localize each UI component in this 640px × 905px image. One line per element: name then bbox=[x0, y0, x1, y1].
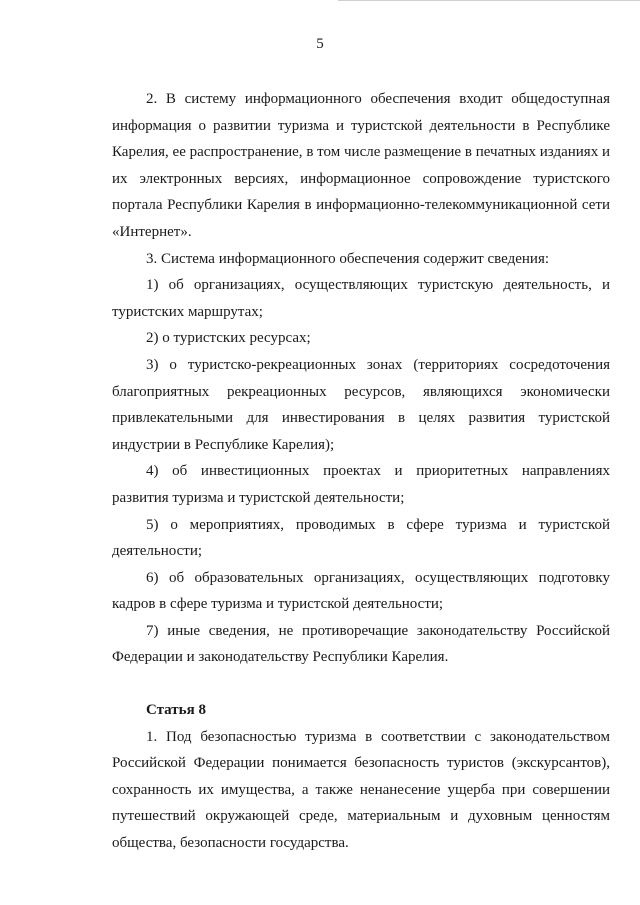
list-item-education: 6) об образовательных организациях, осуществляющих подготовку кадров в сфере туризма и туристской деятельности; bbox=[112, 569, 610, 613]
document-body bbox=[112, 86, 610, 857]
section-gap bbox=[112, 671, 610, 697]
paragraph-system-contents: 3. Система информационного обеспечения содержит сведения: bbox=[146, 250, 550, 267]
list-item-events: 5) о мероприятиях, проводимых в сфере туризма и туристской деятельности; bbox=[112, 516, 610, 560]
top-rule bbox=[338, 0, 640, 1]
list-item-investment-projects: 4) об инвестиционных проектах и приоритетных направлениях развития туризма и туристской деятельности; bbox=[112, 463, 610, 506]
paragraph-info-system: 2. В систему информационного обеспечения входит общедоступная информация о развитии туризма и туристской деятельности в Республике Карелия, ее распространение, в том числе размещение в печатных изданиях и их электронных версиях, информационное сопровождение туристского портала Республики Карелия в информационно-телекоммуникационной сети «Интернет». bbox=[112, 91, 610, 240]
paragraph-tourism-safety: 1. Под безопасностью туризма в соответствии с законодательством Российской Федерации понимается безопасность туристов (экскурсантов), сохранность их имущества, а также ненанесение ущерба при совершении путешествий окружающей среде, материальным и духовным ценностям общества, безопасности государства. bbox=[112, 728, 610, 852]
list-item-resources: 2) о туристских ресурсах; bbox=[146, 330, 311, 347]
list-item-other-info: 7) иные сведения, не противоречащие законодательству Российской Федерации и законодательству Республики Карелия. bbox=[112, 622, 610, 666]
page-number: 5 bbox=[316, 36, 324, 52]
list-item-organizations: 1) об организациях, осуществляющих туристскую деятельность, и туристских маршрутах; bbox=[112, 277, 610, 320]
list-item-recreation-zones: 3) о туристско-рекреационных зонах (территориях сосредоточения благоприятных рекреационных ресурсов, являющихся экономически привлекательными для инвестирования в целях развития туристской индустрии в Республике Карелия); bbox=[112, 356, 610, 453]
article-heading: Статья 8 bbox=[146, 702, 206, 719]
